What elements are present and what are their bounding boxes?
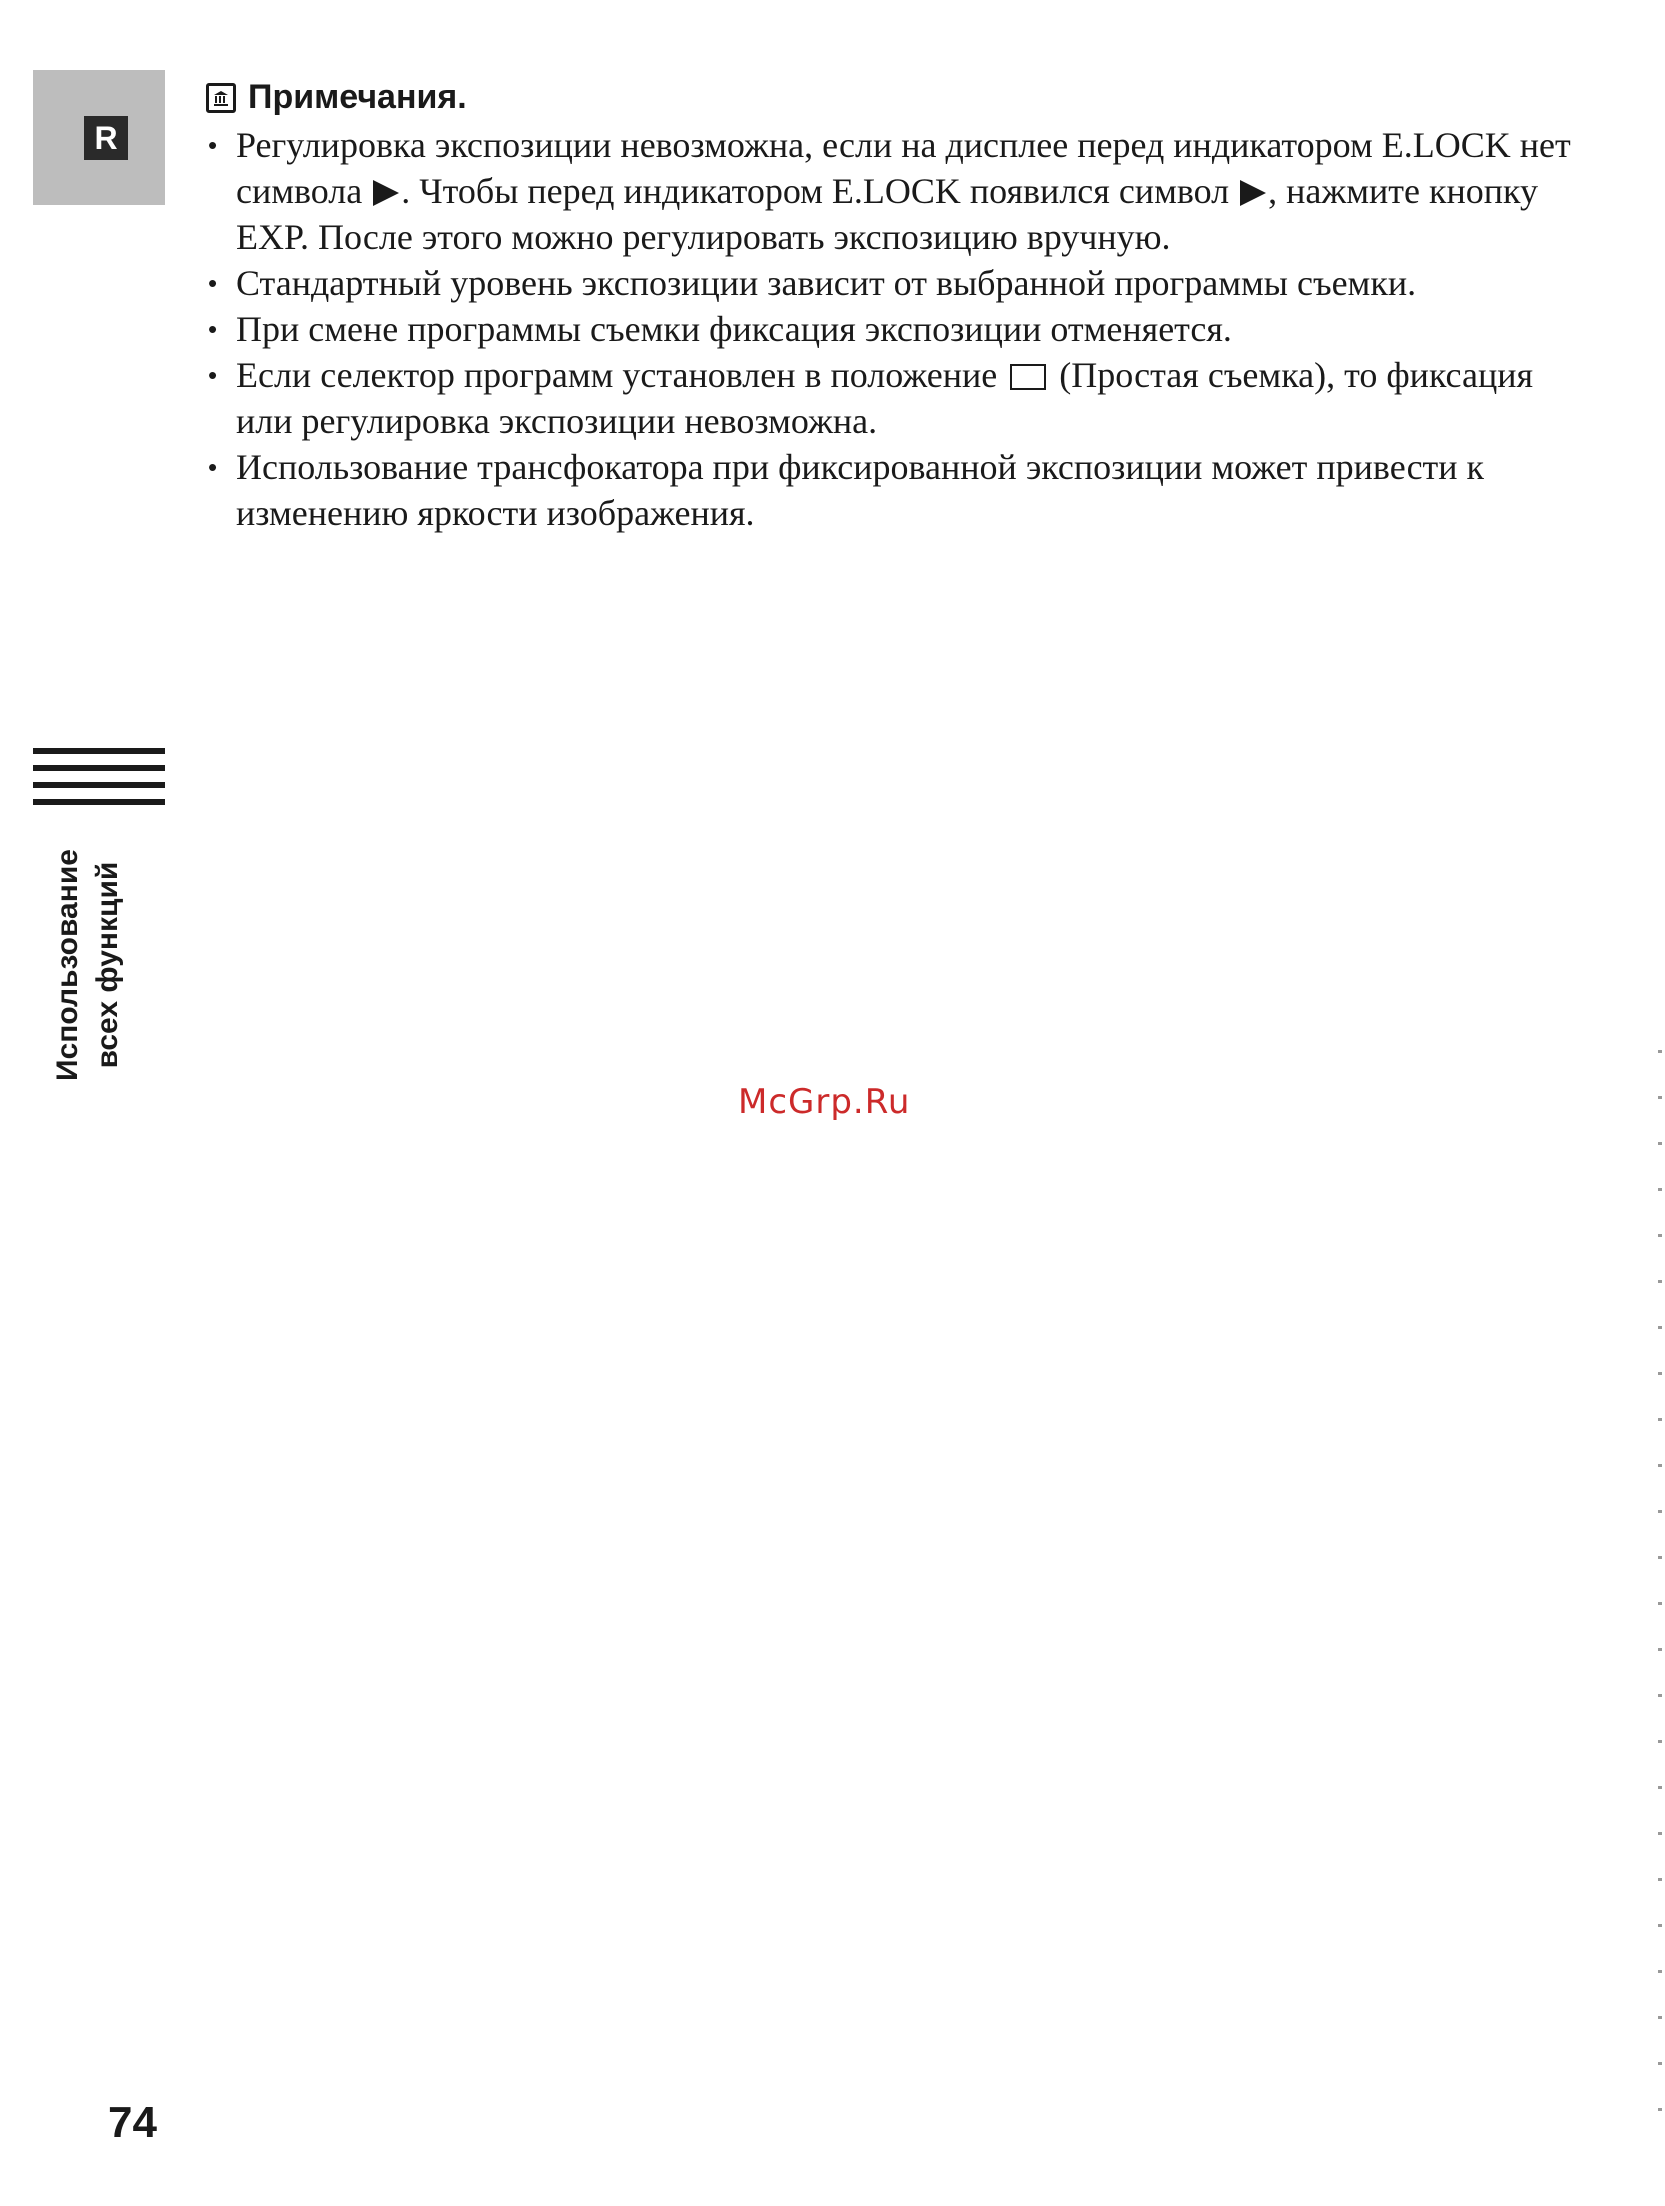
note-item — [206, 122, 1576, 260]
bullet: • — [208, 268, 218, 298]
note-text-part: , нажмите кнопку EXP. После этого можно регулировать экспозицию вручную. — [236, 171, 1538, 257]
side-label-line2: всех функций — [91, 861, 124, 1069]
bullet: • — [208, 314, 218, 344]
play-triangle-icon — [1240, 180, 1266, 206]
bullet: • — [208, 452, 218, 482]
side-section-label — [48, 849, 128, 1081]
watermark: McGrp.Ru — [738, 1082, 911, 1122]
note-item — [206, 352, 1576, 444]
note-text-part: (Простая съемка), то фиксация или регулировка экспозиции невозможна. — [236, 355, 1534, 441]
side-bar — [33, 782, 165, 788]
binding-edge-decoration — [1658, 1050, 1662, 2150]
notes-list — [206, 122, 1576, 536]
side-bar — [33, 748, 165, 754]
note-item — [206, 260, 1576, 306]
notes-title: Примечания. — [248, 78, 467, 116]
note-text-part: Регулировка экспозиции невозможна, если на дисплее перед индикатором E.LOCK нет символа — [236, 125, 1571, 211]
notes-heading — [206, 78, 467, 117]
side-bars-decoration — [33, 748, 165, 816]
note-text: Использование трансфокатора при фиксированной экспозиции может привести к изменению яркости изображения. — [236, 447, 1485, 533]
play-triangle-icon — [373, 180, 399, 206]
section-letter: R — [84, 116, 128, 160]
side-label-line1: Использование — [51, 849, 84, 1081]
page-number: 74 — [108, 2098, 157, 2147]
note-item — [206, 444, 1576, 536]
note-text: Стандартный уровень экспозиции зависит от выбранной программы съемки. — [236, 263, 1417, 303]
section-tab — [33, 70, 165, 205]
note-text: При смене программы съемки фиксация экспозиции отменяется. — [236, 309, 1232, 349]
note-text-part: . Чтобы перед индикатором E.LOCK появился символ — [401, 171, 1239, 211]
bullet: • — [208, 130, 218, 160]
notes-icon — [206, 83, 236, 113]
side-bar — [33, 799, 165, 805]
note-item — [206, 306, 1576, 352]
easy-mode-square-icon — [1010, 364, 1046, 390]
bullet: • — [208, 360, 218, 390]
side-bar — [33, 765, 165, 771]
note-text-part: Если селектор программ установлен в положение — [236, 355, 1007, 395]
